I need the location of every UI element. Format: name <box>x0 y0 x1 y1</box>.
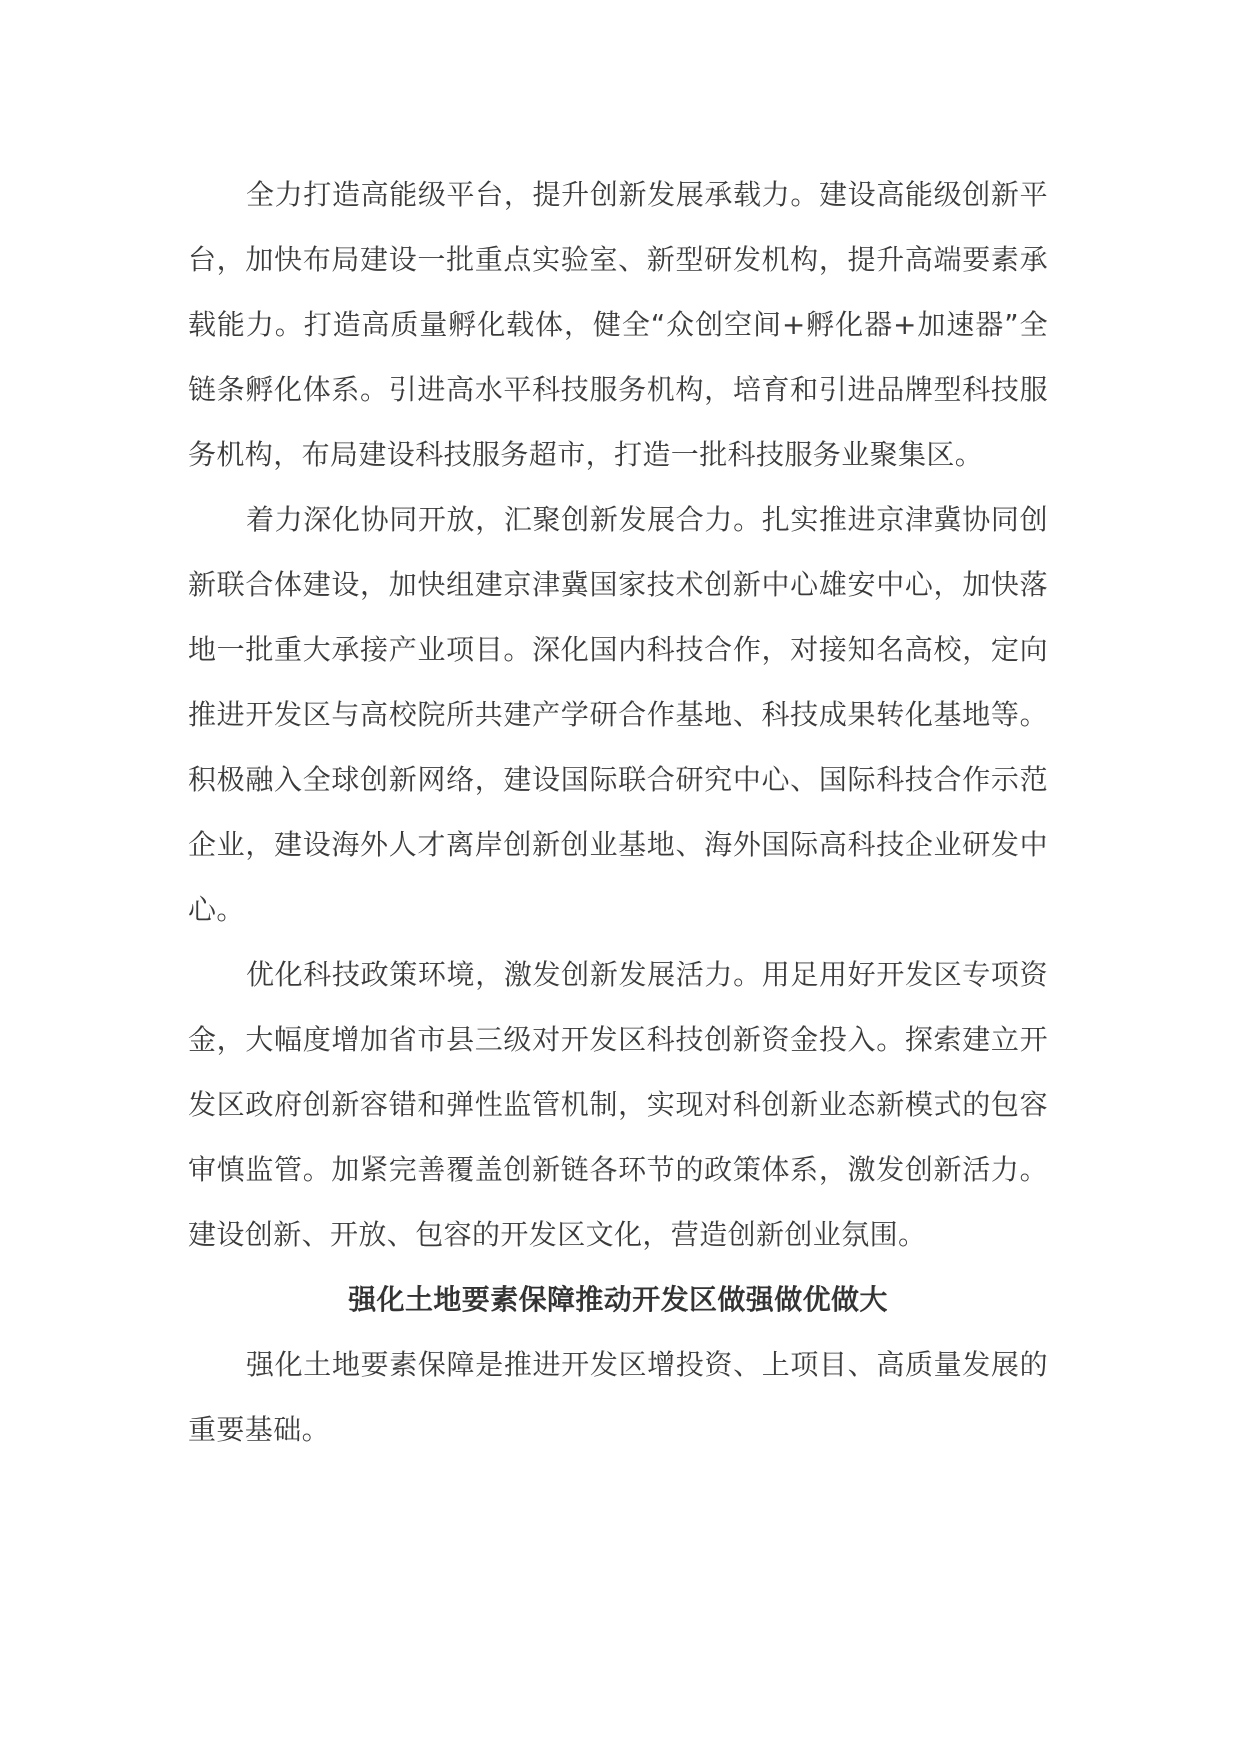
document-body <box>188 162 1048 1462</box>
paragraph-collaboration: 着力深化协同开放，汇聚创新发展合力。扎实推进京津冀协同创新联合体建设，加快组建京津冀国家技术创新中心雄安中心，加快落地一批重大承接产业项目。深化国内科技合作，对接知名高校，定向推进开发区与高校院所共建产学研合作基地、科技成果转化基地等。积极融入全球创新网络，建设国际联合研究中心、国际科技合作示范企业，建设海外人才离岸创新创业基地、海外国际高科技企业研发中心。 <box>188 503 1048 926</box>
paragraph-land: 强化土地要素保障是推进开发区增投资、上项目、高质量发展的重要基础。 <box>188 1348 1048 1446</box>
paragraph-platform: 全力打造高能级平台，提升创新发展承载力。建设高能级创新平台，加快布局建设一批重点实验室、新型研发机构，提升高端要素承载能力。打造高质量孵化载体，健全“众创空间+孵化器+加速器”全链条孵化体系。引进高水平科技服务机构，培育和引进品牌型科技服务机构，布局建设科技服务超市，打造一批科技服务业聚集区。 <box>188 178 1048 471</box>
paragraph-policy: 优化科技政策环境，激发创新发展活力。用足用好开发区专项资金，大幅度增加省市县三级对开发区科技创新资金投入。探索建立开发区政府创新容错和弹性监管机制，实现对科创新业态新模式的包容审慎监管。加紧完善覆盖创新链各环节的政策体系，激发创新活力。建设创新、开放、包容的开发区文化，营造创新创业氛围。 <box>188 958 1048 1251</box>
section-heading: 强化土地要素保障推动开发区做强做优做大 <box>348 1283 888 1316</box>
